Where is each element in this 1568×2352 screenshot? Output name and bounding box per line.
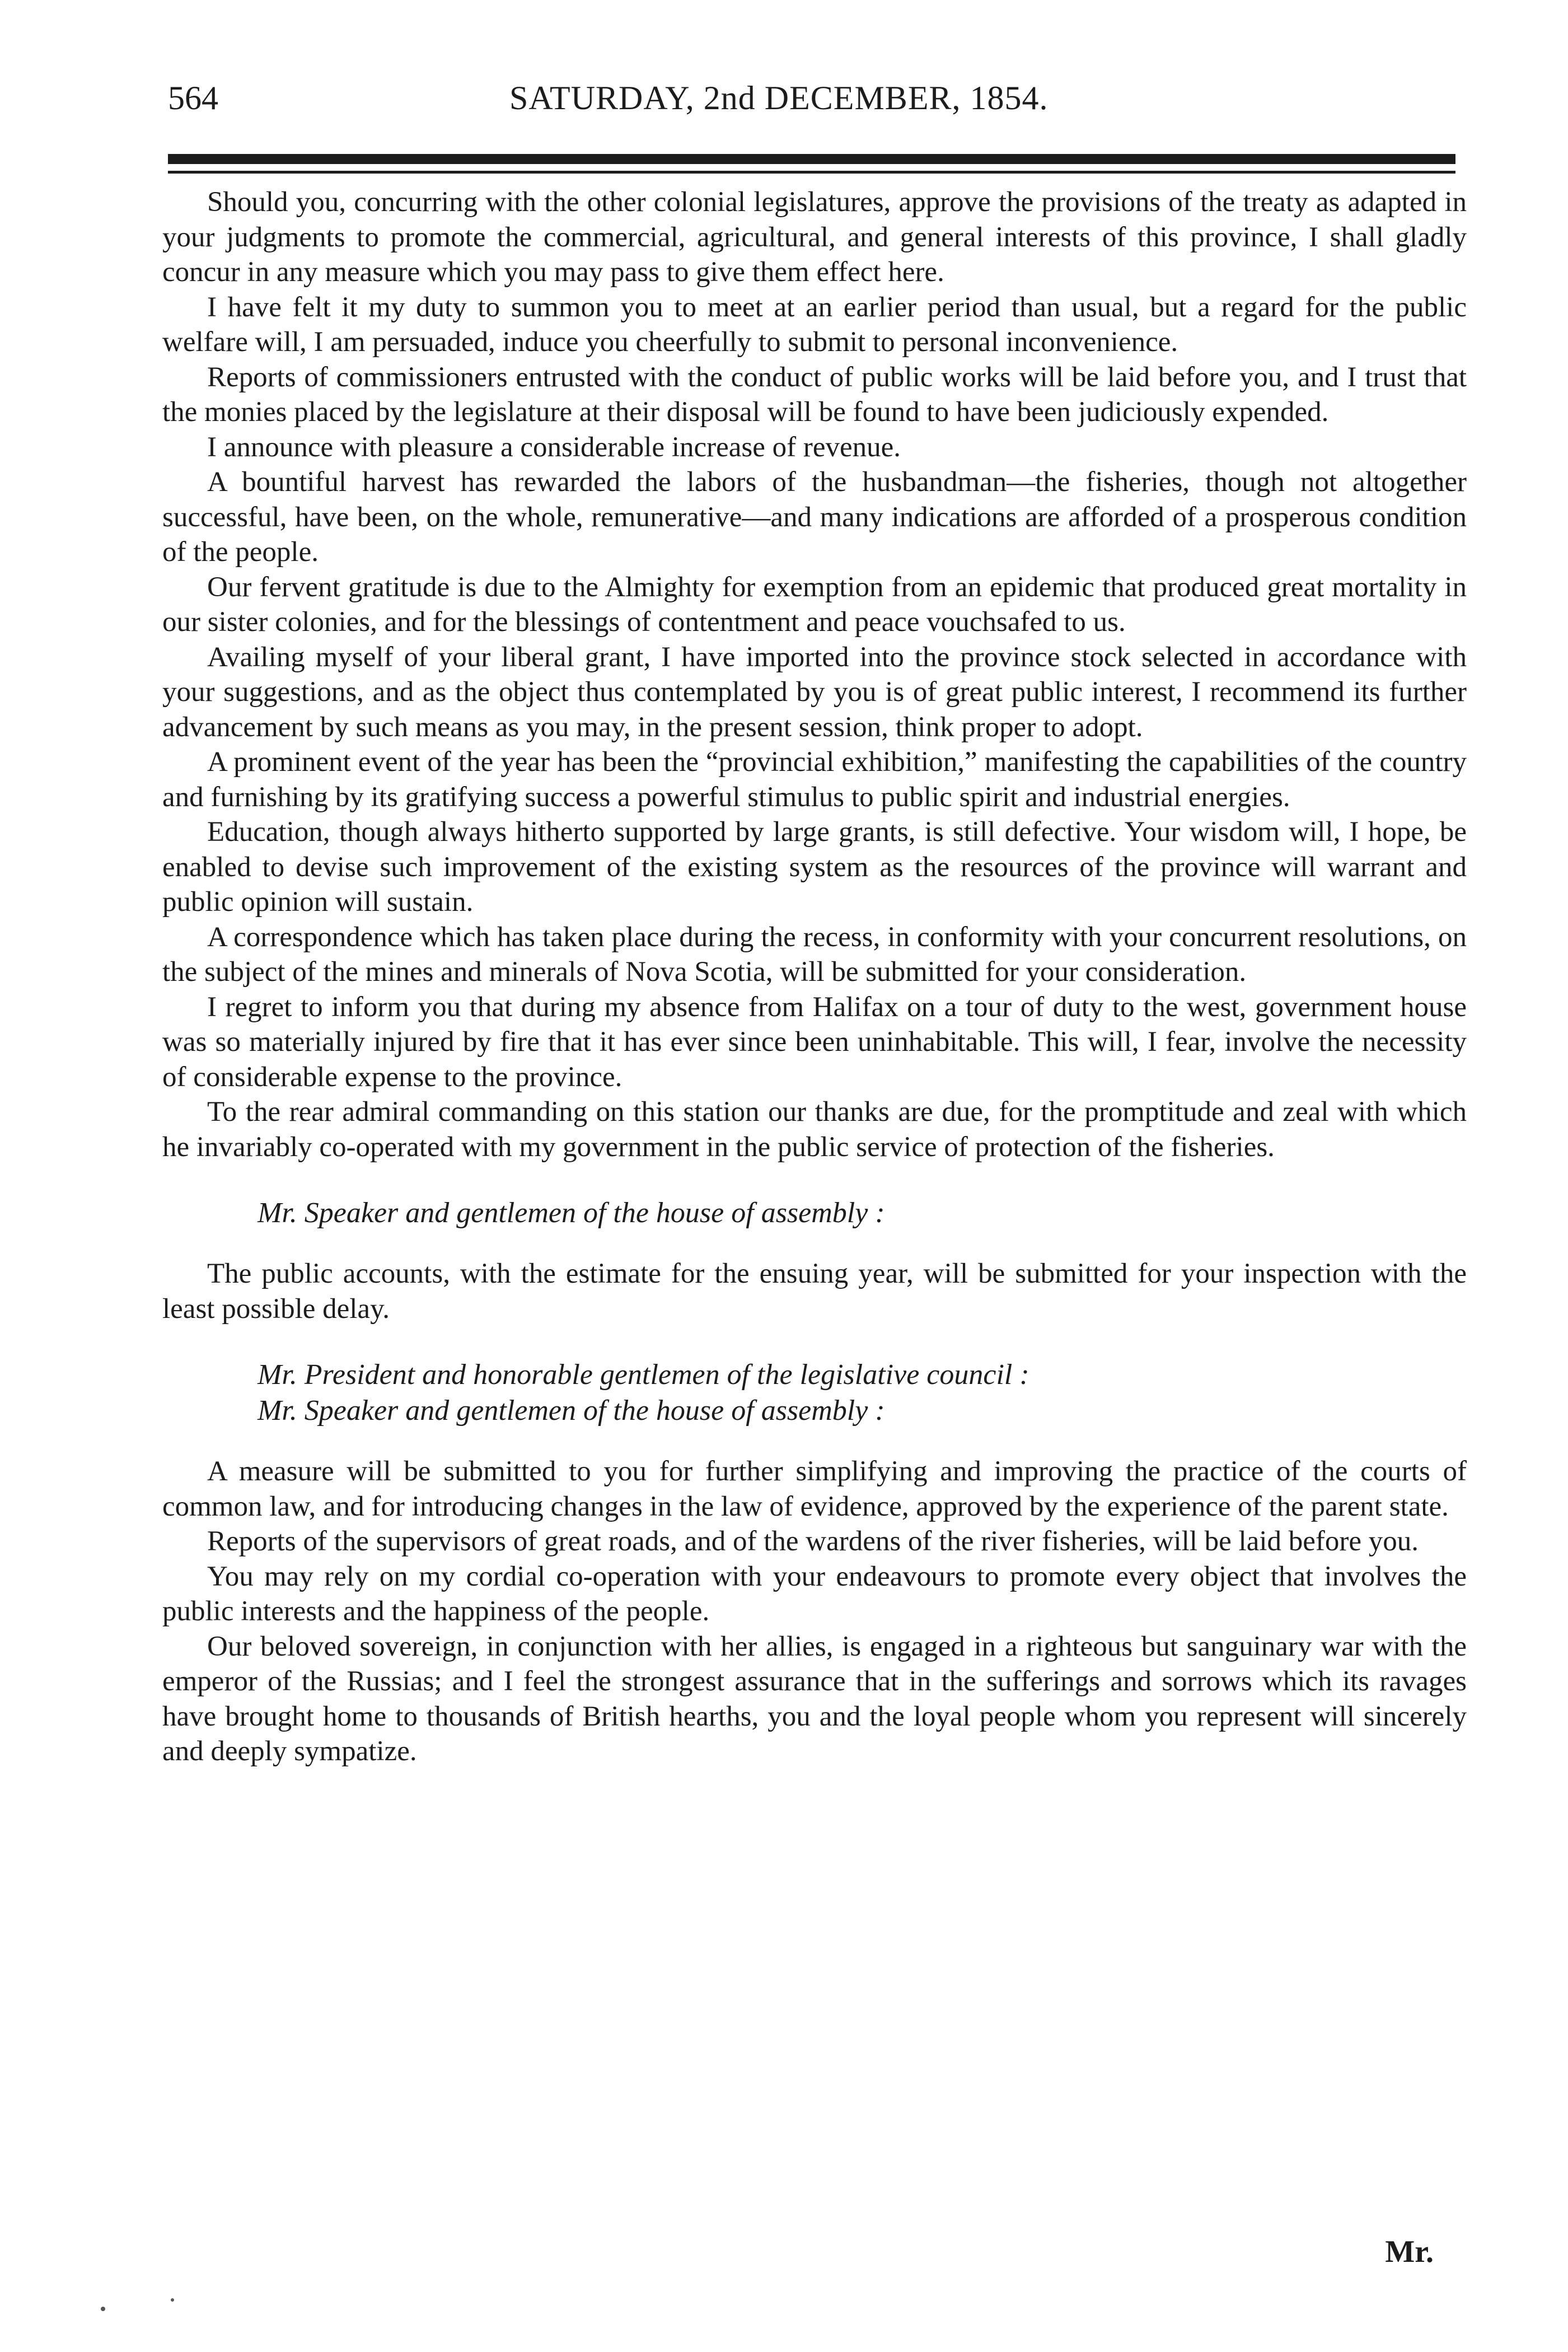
paragraph: A prominent event of the year has been the “provincial exhibition,” manifesting the capabilities of the country and furnishing by its gratifying success a powerful stimulus to public spirit and industrial energies. [162, 746, 1467, 813]
paragraph: I regret to inform you that during my absence from Halifax on a tour of duty to the west, government house was so materially injured by fire that it has ever since been uninhabitable. This will, I fear, involve the necessity of considerable expense to the province. [162, 991, 1467, 1093]
paragraph: I announce with pleasure a considerable increase of revenue. [207, 431, 901, 463]
paragraph: Availing myself of your liberal grant, I have imported into the province stock selected in accordance with your suggestions, and as the object thus contemplated by you is of great public interest, I recommend its further advancement by such means as you may, in the present session, think proper to adopt. [162, 641, 1467, 743]
paragraph: Reports of the supervisors of great roads, and of the wardens of the river fisheries, will be laid before you. [207, 1526, 1419, 1557]
address-to-assembly [258, 1195, 1467, 1231]
scan-speck [101, 2307, 105, 2311]
scan-speck [171, 2298, 174, 2302]
paragraph: A measure will be submitted to you for further simplifying and improving the practice of the courts of common law, and for introducing changes in the law of evidence, approved by the experience of the parent state. [162, 1456, 1467, 1522]
address-to-both-houses [258, 1357, 1467, 1429]
paragraph: A bountiful harvest has rewarded the labors of the husbandman—the fisheries, though not altogether successful, have been, on the whole, remunerative—and many indications are afforded of a prosperous condition of the people. [162, 466, 1467, 568]
page-number: 564 [168, 80, 218, 116]
paragraph: You may rely on my cordial co-operation with your endeavours to promote every object that involves the public interests and the happiness of the people. [162, 1560, 1467, 1627]
paragraph: I have felt it my duty to summon you to meet at an earlier period than usual, but a regard for the public welfare will, I am persuaded, induce you cheerfully to submit to personal inconvenience. [162, 291, 1467, 358]
address-line: Mr. Speaker and gentlemen of the house of assembly : [258, 1197, 885, 1229]
body-text [162, 185, 1467, 1769]
paragraph: Our beloved sovereign, in conjunction with her allies, is engaged in a righteous but sanguinary war with the emperor of the Russias; and I feel the strongest assurance that in the sufferings and sorrows which its ravages have brought home to thousands of British hearths, you and the loyal people whom you represent will sincerely and deeply sympatize. [162, 1630, 1467, 1767]
header-rule-thick [168, 154, 1455, 164]
address-line-assembly: Mr. Speaker and gentlemen of the house of assembly : [258, 1395, 885, 1427]
address-line-council: Mr. President and honorable gentlemen of the legislative council : [258, 1359, 1029, 1391]
paragraph: Should you, concurring with the other colonial legislatures, approve the provisions of the treaty as adapted in your judgments to promote the commercial, agricultural, and general interests of this province, I shall gladly concur in any measure which you may pass to give them effect here. [162, 186, 1467, 288]
paragraph: Our fervent gratitude is due to the Almighty for exemption from an epidemic that produced great mortality in our sister colonies, and for the blessings of contentment and peace vouchsafed to us. [162, 571, 1467, 638]
catchword: Mr. [1385, 2234, 1434, 2269]
paragraph: A correspondence which has taken place during the recess, in conformity with your concurrent resolutions, on the subject of the mines and minerals of Nova Scotia, will be submitted for your consideration. [162, 921, 1467, 988]
paragraph: Education, though always hitherto supported by large grants, is still defective. Your wisdom will, I hope, be enabled to devise such improvement of the existing system as the resources of the province will warrant and public opinion will sustain. [162, 816, 1467, 918]
page-header [168, 73, 1455, 134]
paragraph: To the rear admiral commanding on this station our thanks are due, for the promptitude and zeal with which he invariably co-operated with my government in the public service of protection of the fisheries. [162, 1096, 1467, 1163]
paragraph: The public accounts, with the estimate for the ensuing year, will be submitted for your inspection with the least possible delay. [162, 1258, 1467, 1325]
running-title: SATURDAY, 2nd DECEMBER, 1854. [509, 80, 1049, 116]
header-rule-thin [168, 171, 1455, 174]
paragraph: Reports of commissioners entrusted with the conduct of public works will be laid before you, and I trust that the monies placed by the legislature at their disposal will be found to have been judiciously expended. [162, 361, 1467, 428]
